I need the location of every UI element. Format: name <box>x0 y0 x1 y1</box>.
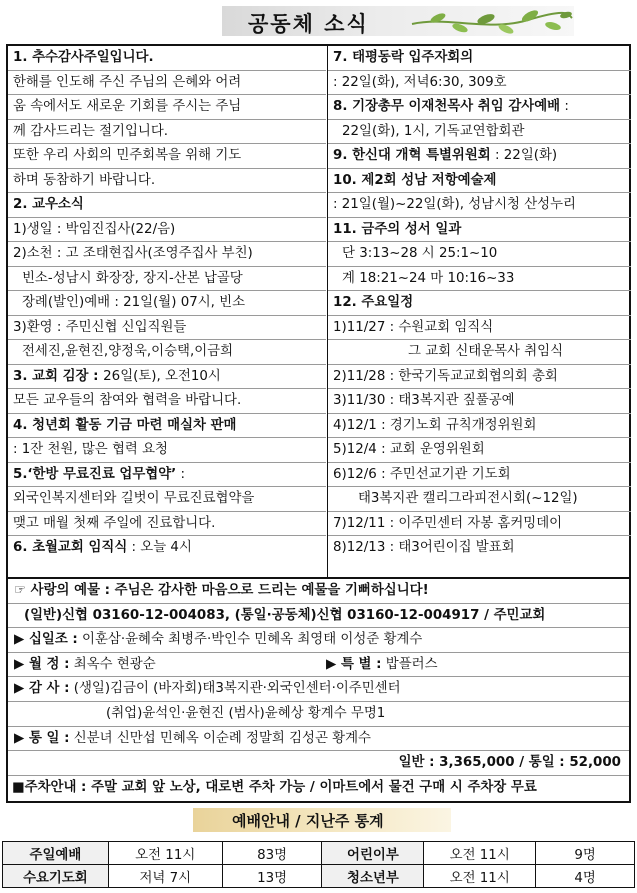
right-news-line <box>328 291 631 316</box>
right-news-line <box>328 512 631 537</box>
news-text: 장례(발인)예배 : 21일(월) 07시, 빈소 <box>22 295 246 310</box>
left-news-line <box>8 536 326 561</box>
left-news-line <box>8 414 326 439</box>
special-names: 밥플러스 <box>381 656 438 672</box>
left-news-line <box>8 95 326 120</box>
worship-stats-title: 예배안내 / 지난주 통계 <box>232 812 384 830</box>
news-text: 외국인복지센터와 길벗이 무료진료협약을 <box>13 491 255 506</box>
news-text: : 22일(화) <box>490 148 558 163</box>
news-text: 빈소-성남시 화장장, 장지-산본 납골당 <box>22 270 243 286</box>
right-news-line <box>328 95 631 120</box>
news-text: : <box>176 466 186 482</box>
table-row <box>3 865 635 888</box>
offering-amounts: 일반 : 3,365,000 / 통일 : 52,000 <box>8 751 629 776</box>
news-text: 11. 금주의 성서 일과 <box>333 221 462 237</box>
thanks-label: ▶ 감 사 : <box>14 681 70 697</box>
news-text: 10. 제2회 성남 저항예술제 <box>333 172 497 188</box>
right-news-line <box>328 120 631 145</box>
left-news-line <box>8 46 326 71</box>
news-text: 1. 추수감사주일입니다. <box>13 50 154 65</box>
table-row <box>3 842 635 865</box>
left-news-line <box>8 193 326 218</box>
news-text: 22일(화), 1시, 기독교연합회관 <box>342 123 525 139</box>
header <box>0 0 637 42</box>
news-text: 3)11/30 : 태3복지관 짚풀공예 <box>333 393 515 408</box>
news-text: 단 3:13~28 시 25:1~10 <box>342 246 498 261</box>
unification-names: 신분녀 신만섭 민혜옥 이순례 정말희 김성곤 황계수 <box>69 730 371 746</box>
news-text: 또한 우리 사회의 민주회복을 위해 기도 <box>13 148 242 163</box>
left-news-line <box>8 365 326 390</box>
news-text: 4. 청년회 활동 기금 마련 매실차 판매 <box>13 417 237 433</box>
right-news-line <box>328 487 631 512</box>
right-news-line <box>328 267 631 292</box>
news-text: 26일(토), 오전10시 <box>103 368 221 384</box>
right-news-line <box>328 340 631 365</box>
news-text: : <box>560 99 569 114</box>
left-news-line <box>8 267 326 292</box>
unification-line <box>8 727 629 752</box>
news-text: 태3복지관 캘리그라피전시회(~12일) <box>358 491 578 506</box>
thanks-names-2: (취업)윤석인·윤현진 (범사)윤혜상 황계수 무명1 <box>8 702 629 727</box>
page-title: 공동체 소식 <box>248 12 369 36</box>
news-text: 6)12/6 : 주민선교기관 기도회 <box>333 466 511 482</box>
monthly-label: ▶ 월 정 : <box>14 656 70 672</box>
stats-cell: 오전 11시 <box>108 842 222 865</box>
news-text: 12. 주요일정 <box>333 295 414 310</box>
news-text: 1)11/27 : 수원교회 임직식 <box>333 319 494 335</box>
left-news-line <box>8 169 326 194</box>
service-name-cell: 수요기도회 <box>3 865 109 888</box>
monthly-names: 최옥수 현광순 <box>69 656 156 672</box>
news-text: 9. 한신대 개혁 특별위원회 <box>333 148 491 163</box>
account-numbers: (일반)신협 03160-12-004083, (통일·공동체)신협 03160-12-004917 / 주민교회 <box>8 604 629 629</box>
tithe-names: 이훈삼·윤혜숙 최병주·박인수 민혜옥 최영태 이성준 황계수 <box>77 632 423 648</box>
stats-cell: 오전 11시 <box>424 842 536 865</box>
right-news-line <box>328 414 631 439</box>
left-news-line <box>8 71 326 96</box>
left-news-line <box>8 291 326 316</box>
news-text: 모든 교우들의 참여와 협력을 바랍니다. <box>13 393 242 408</box>
thanks-names-1: (생일)김금이 (바자회)태3복지관·외국인센터·이주민센터 <box>69 681 401 697</box>
left-news-line <box>8 438 326 463</box>
special-label: ▶ 특 별 : <box>326 656 382 672</box>
offering-box <box>6 577 631 803</box>
news-text: 3)환영 : 주민신협 신입직원들 <box>13 319 187 335</box>
unification-label: ▶ 통 일 : <box>14 730 70 746</box>
news-right-column <box>328 46 631 561</box>
stats-cell: 13명 <box>222 865 322 888</box>
left-news-line <box>8 120 326 145</box>
worship-stats-table <box>2 841 635 888</box>
tithe-label: ▶ 십일조 : <box>14 632 78 648</box>
right-news-line <box>328 71 631 96</box>
news-text: 계 18:21~24 마 10:16~33 <box>342 270 515 286</box>
news-text: 하며 동참하기 바랍니다. <box>13 172 156 188</box>
left-news-line <box>8 463 326 488</box>
news-text: 4)12/1 : 경기노회 규칙개정위원회 <box>333 417 537 433</box>
news-text: 그 교회 신태운목사 취임식 <box>408 344 564 359</box>
right-news-line <box>328 169 631 194</box>
news-text: 7. 태평동락 입주자회의 <box>333 50 474 65</box>
news-text: 께 감사드리는 절기입니다. <box>13 123 169 139</box>
left-news-line <box>8 144 326 169</box>
service-name-cell: 청소년부 <box>322 865 424 888</box>
stats-cell: 저녁 7시 <box>108 865 222 888</box>
parking-notice: ■주차안내 : 주말 교회 앞 노상, 대로변 주차 가능 / 이마트에서 물건 구매 시 주차장 무료 <box>12 779 537 795</box>
stats-cell: 오전 11시 <box>424 865 536 888</box>
monthly-special-line <box>8 653 629 678</box>
news-text: 7)12/11 : 이주민센터 자봉 홈커밍데이 <box>333 515 563 531</box>
news-text: 2)11/28 : 한국기독교교회협의회 총회 <box>333 368 558 384</box>
news-box <box>6 44 631 577</box>
news-text: 5.‘한방 무료진료 업무협약’ <box>13 466 177 482</box>
right-news-line <box>328 316 631 341</box>
right-news-line <box>328 438 631 463</box>
left-news-line <box>8 340 326 365</box>
news-text: : 오늘 4시 <box>127 540 192 555</box>
right-news-line <box>328 144 631 169</box>
news-text: : 21일(월)~22일(화), 성남시청 산성누리 <box>333 197 576 212</box>
news-text: 3. 교회 김장 : <box>13 368 104 384</box>
stats-cell: 4명 <box>536 865 635 888</box>
thanks-line <box>8 677 629 702</box>
right-news-line <box>328 389 631 414</box>
leaf-vine-icon <box>408 6 574 36</box>
news-text: 8. 기장총무 이재천목사 취임 감사예배 <box>333 99 561 114</box>
news-text: 6. 초월교회 임직식 <box>13 540 128 555</box>
news-text: 맺고 매월 첫째 주일에 진료합니다. <box>13 515 216 531</box>
service-name-cell: 어린이부 <box>322 842 424 865</box>
news-text: 움 속에서도 새로운 기회를 주시는 주님 <box>13 99 242 114</box>
right-news-line <box>328 463 631 488</box>
left-news-line <box>8 512 326 537</box>
news-text: 전세진,윤현진,양정욱,이승택,이금희 <box>22 344 234 359</box>
left-news-line <box>8 316 326 341</box>
right-news-line <box>328 536 631 561</box>
left-news-line <box>8 242 326 267</box>
left-news-line <box>8 389 326 414</box>
news-text: 2)소천 : 고 조태현집사(조영주집사 부친) <box>13 246 253 261</box>
left-news-line <box>8 487 326 512</box>
news-text: 1)생일 : 박임진집사(22/음) <box>13 221 176 237</box>
service-name-cell: 주일예배 <box>3 842 109 865</box>
left-news-line <box>8 218 326 243</box>
right-news-line <box>328 242 631 267</box>
news-text: : 1잔 천원, 많은 협력 요청 <box>13 442 168 457</box>
stats-cell: 83명 <box>222 842 322 865</box>
right-news-line <box>328 46 631 71</box>
right-news-line <box>328 193 631 218</box>
news-text: 한해를 인도해 주신 주님의 은혜와 어려 <box>13 74 242 90</box>
news-left-column <box>8 46 326 561</box>
right-news-line <box>328 365 631 390</box>
tithe-line <box>8 628 629 653</box>
news-text: : 22일(화), 저녁6:30, 309호 <box>333 74 507 90</box>
news-text: 2. 교우소식 <box>13 197 84 212</box>
news-text: 8)12/13 : 태3어린이집 발표회 <box>333 540 515 555</box>
stats-cell: 9명 <box>536 842 635 865</box>
offering-intro: ☞ 사랑의 예물 : 주님은 감사한 마음으로 드리는 예물을 기뻐하십니다! <box>8 579 629 604</box>
right-news-line <box>328 218 631 243</box>
news-text: 5)12/4 : 교회 운영위원회 <box>333 442 485 457</box>
